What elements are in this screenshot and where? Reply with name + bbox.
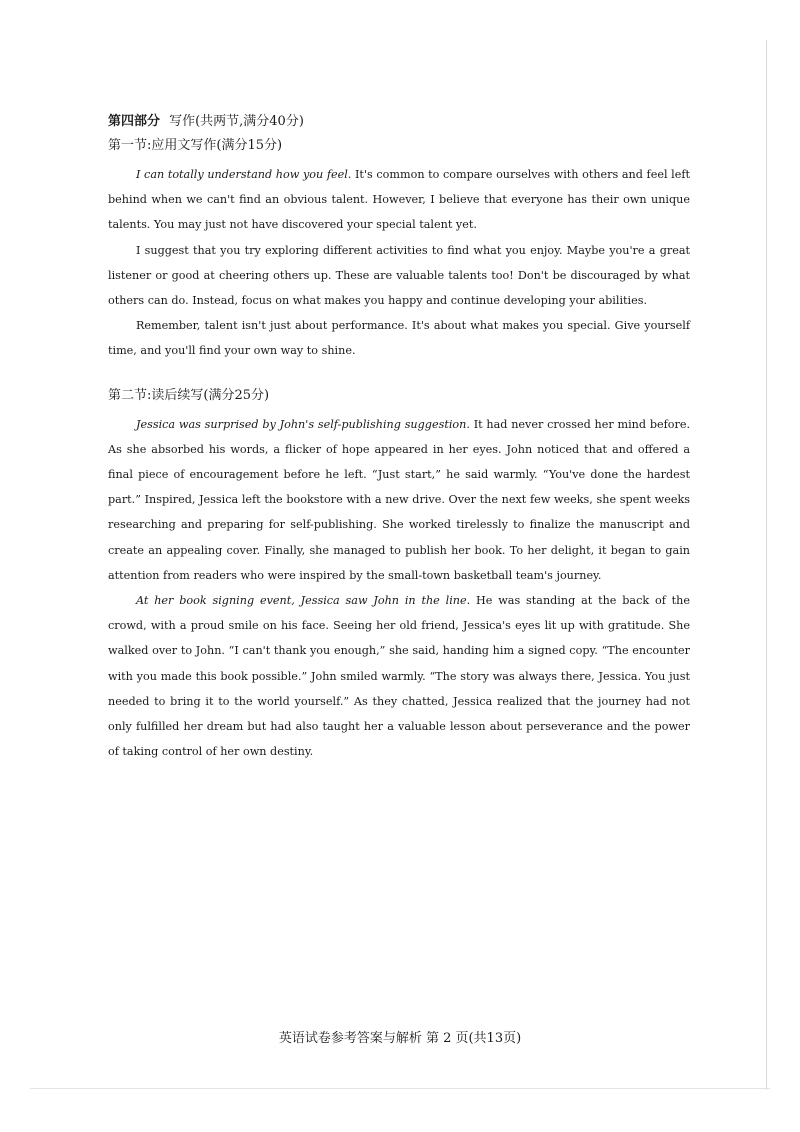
section2-paragraph-1: [108, 412, 690, 588]
part-heading: [108, 112, 690, 132]
section2-paragraph-1-lead: Jessica was surprised by John's self-publishing suggestion.: [136, 417, 470, 431]
section2-paragraph-2-text: He was standing at the back of the crowd, with a proud smile on his face. Seeing her old friend, Jessica's eyes lit up with gratitude. She walked over to John. “I can't thank you enough,” she said, handing him a signed copy. “The encounter with you made this book possible.” John smiled warmly. “The story was always there, Jessica. You just needed to bring it to the world yourself.” As they chatted, Jessica realized that the journey had not only fulfilled her dream but had also taught her a valuable lesson about perseverance and the power of taking control of her own destiny.: [108, 594, 690, 759]
page-edge-right: [766, 40, 767, 1090]
section1-paragraph-3-text: Remember, talent isn't just about performance. It's about what makes you special. Give yourself time, and you'll find your own way to shine.: [108, 319, 690, 358]
section1-paragraph-3: [108, 313, 690, 363]
section2-paragraph-2-lead: At her book signing event, Jessica saw John in the line.: [136, 594, 471, 608]
part-label: 第四部分: [108, 114, 161, 129]
section1-paragraph-2: [108, 238, 690, 314]
page-edge-bottom: [30, 1088, 770, 1089]
section1-paragraph-2-text: I suggest that you try exploring different activities to find what you enjoy. Maybe you're a great listener or good at cheering others up. These are valuable talents too! Don't be discouraged by what others can do. Instead, focus on what makes you happy and continue developing your abilities.: [108, 243, 690, 308]
section2-paragraph-2: [108, 588, 690, 764]
section1-paragraph-1-text: It's common to compare ourselves with others and feel left behind when we can't find an obvious talent. However, I believe that everyone has their own unique talents. You may just not have discovered your special talent yet.: [108, 168, 690, 232]
section1-title: 第一节:应用文写作(满分15分): [108, 138, 283, 153]
part-title: 写作(共两节,满分40分): [169, 114, 304, 129]
page-footer: 英语试卷参考答案与解析 第 2 页(共13页): [278, 1031, 522, 1046]
section1-paragraph-1: [108, 162, 690, 238]
section2-paragraph-1-text: It had never crossed her mind before. As she absorbed his words, a flicker of hope appeared in her eyes. John noticed that and offered a final piece of encouragement before he left. “Just start,” he said warmly. “You've done the hardest part.” Inspired, Jessica left the bookstore with a new drive. Over the next few weeks, she spent weeks researching and preparing for self-publishing. She worked tirelessly to finalize the manuscript and create an appealing cover. Finally, she managed to publish her book. To her delight, it began to gain attention from readers who were inspired by the small-town basketball team's journey.: [108, 417, 691, 582]
section2-title: 第二节:读后续写(满分25分): [108, 387, 270, 403]
answer-content: [108, 112, 690, 764]
section1-paragraph-1-lead: I can totally understand how you feel.: [136, 168, 352, 181]
